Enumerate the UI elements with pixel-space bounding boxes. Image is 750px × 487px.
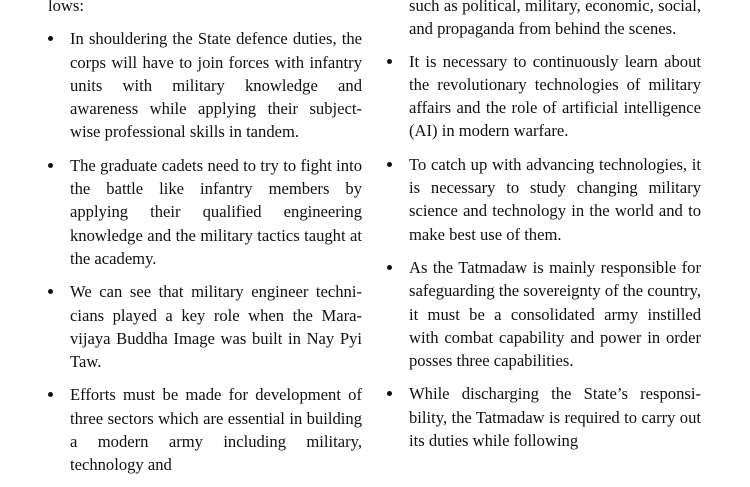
list-item [387,256,701,372]
bullet-icon [387,162,392,167]
bullet-icon [387,391,392,396]
list-item [48,27,362,143]
left-column [48,0,362,487]
bullet-icon [48,289,53,294]
left-bullet-list [48,27,362,476]
bullet-icon [48,392,53,397]
bullet-text: In shouldering the State defence duties, the corps will have to join forces with infantry units with military knowledge and awareness while applying their subject-wise professional skills in tandem. [70,29,362,142]
bullet-text: As the Tatmadaw is mainly responsible for safeguarding the sovereignty of the country, it must be a consolidated army instilled with combat capability and power in order posses three capabilities. [409,257,701,371]
list-item [48,383,362,476]
continuation-text: such as political, military, economic, social, and propaganda from behind the scenes. [409,0,701,39]
list-item [387,153,701,246]
bullet-icon [48,163,53,168]
bullet-icon [48,36,53,41]
list-item [387,382,701,452]
bullet-icon [387,59,392,64]
right-bullet-list [387,50,701,453]
bullet-text: We can see that military engineer technicians played a key role when the Maravijaya Buddha Image was built in Nay Pyi Taw. [70,282,362,372]
list-item [387,50,701,143]
list-item [48,154,362,270]
bullet-icon [387,265,392,270]
lead-text: lows: [48,0,84,15]
bullet-text: Efforts must be made for development of three sectors which are essential in building a modern army including military, technology and [70,385,362,475]
bullet-text: To catch up with advancing technologies, it is necessary to study changing military science and technology in the world and to make best use of them. [409,154,701,244]
bullet-text: The graduate cadets need to try to fight into the battle like infantry members by applying their qualified engineering knowledge and the military tactics taught at the academy. [70,155,362,268]
list-item [48,280,362,373]
bullet-text: While discharging the State’s responsibility, the Tatmadaw is required to carry out its duties while following [409,384,701,451]
bullet-text: It is necessary to continuously learn about the revolutionary technologies of military affairs and the role of artificial intelligence (AI) in modern warfare. [409,51,701,141]
right-column [387,0,701,462]
